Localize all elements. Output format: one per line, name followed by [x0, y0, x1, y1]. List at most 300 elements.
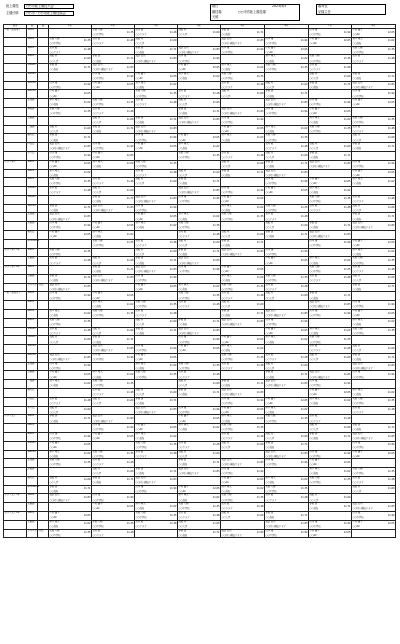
- athlete-team: ○○中学校: [309, 340, 321, 344]
- athlete-name: 伊藤 蓮: [221, 309, 230, 312]
- athlete-mark: 11.94: [300, 109, 308, 113]
- athlete-mark: 11.83: [300, 522, 308, 526]
- athlete-name: 佐藤 大輝: [49, 247, 60, 251]
- athlete-name: 山本 颯: [92, 142, 101, 146]
- athlete-team: ○○陸上競技クラブ: [221, 463, 242, 467]
- athlete-name: 鈴木 健: [221, 361, 230, 365]
- athlete-mark: 11.02: [300, 127, 308, 131]
- table-row: [4, 468, 396, 477]
- athlete-mark: 11.94: [300, 460, 308, 464]
- athlete-team: ○○大学: [265, 226, 275, 230]
- athlete-team: ○○陸上競技クラブ: [178, 50, 199, 54]
- athlete-mark: 12.05: [169, 425, 177, 429]
- placing-cell: [352, 432, 396, 441]
- placing-cell: [92, 37, 135, 46]
- athlete-mark: 12.05: [387, 311, 395, 315]
- athlete-name: 渡辺 悠真: [309, 300, 320, 304]
- athlete-team: ○○中学校: [49, 533, 61, 537]
- athlete-name: 渡辺 悠真: [178, 115, 189, 119]
- athlete-name: 伊藤 蓮: [221, 28, 230, 31]
- athlete-mark: 11.02: [212, 74, 220, 78]
- athlete-name: 渡辺 悠真: [309, 159, 320, 163]
- athlete-team: ○○クラブ: [49, 331, 61, 335]
- table-row: [4, 406, 396, 415]
- athlete-mark: 12.05: [343, 390, 351, 394]
- athlete-team: ○○高校: [49, 138, 59, 142]
- athlete-mark: 11.83: [169, 127, 177, 131]
- athlete-team: ○○クラブ: [352, 129, 364, 133]
- athlete-mark: 11.83: [343, 162, 351, 166]
- athlete-name: 佐藤 大輝: [352, 45, 363, 49]
- athlete-name: 中村 優斗: [309, 177, 320, 181]
- athlete-team: ○○大学: [135, 252, 145, 256]
- athlete-team: ○○AC: [309, 182, 317, 186]
- meta-box: [210, 4, 300, 21]
- athlete-team: ○○大学: [135, 41, 145, 45]
- athlete-team: ○○中学校: [92, 243, 104, 247]
- athlete-mark: 11.71: [83, 276, 91, 280]
- athlete-mark: 12.05: [300, 48, 308, 52]
- athlete-name: 田中 翔太: [309, 396, 320, 400]
- athlete-name: 高橋 陸: [309, 423, 318, 427]
- athlete-team: ○○大学: [309, 428, 319, 432]
- category-cell: [4, 230, 27, 239]
- athlete-team: ○○中学校: [178, 270, 190, 274]
- athlete-name: 伊藤 蓮: [135, 467, 144, 471]
- placing-cell: [352, 406, 396, 415]
- placing-cell: [49, 292, 92, 301]
- athlete-team: ○○中学校: [49, 85, 61, 89]
- athlete-mark: 11.35: [212, 504, 220, 508]
- athlete-team: ○○AC: [135, 358, 143, 362]
- placing-cell: [92, 72, 135, 81]
- athlete-team: ○○中学校: [265, 419, 277, 423]
- athlete-team: ○○クラブ: [309, 279, 321, 283]
- athlete-mark: 12.05: [343, 39, 351, 43]
- wind-cell: [38, 29, 49, 38]
- placing-cell: [221, 441, 265, 450]
- athlete-team: ○○陸上競技クラブ: [178, 261, 199, 265]
- athlete-team: ○○高校: [135, 472, 145, 476]
- placing-cell: [309, 310, 352, 319]
- athlete-name: 山本 颯: [221, 467, 230, 471]
- athlete-team: ○○大学: [92, 191, 102, 195]
- athlete-team: ○○高校: [49, 524, 59, 528]
- division-cell: 砲丸投: [27, 389, 38, 398]
- athlete-name: 鈴木 健: [178, 300, 187, 304]
- athlete-name: 伊藤 蓮: [352, 352, 361, 356]
- athlete-mark: 11.83: [169, 267, 177, 271]
- athlete-name: 田中 翔太: [178, 282, 189, 286]
- division-cell: 3000m: [27, 336, 38, 345]
- athlete-mark: 11.02: [169, 83, 177, 87]
- athlete-mark: 12.05: [300, 258, 308, 262]
- athlete-mark: 11.60: [169, 390, 177, 394]
- athlete-mark: 11.48: [83, 329, 91, 333]
- athlete-team: ○○陸上競技クラブ: [352, 366, 373, 370]
- athlete-mark: 11.35: [256, 285, 264, 289]
- placing-cell: [221, 169, 265, 178]
- athlete-mark: 11.83: [212, 118, 220, 122]
- athlete-name: 伊藤 蓮: [135, 45, 144, 49]
- athlete-team: ○○大学: [265, 156, 275, 160]
- athlete-team: ○○AC: [265, 402, 273, 405]
- athlete-team: ○○高校: [178, 182, 188, 186]
- athlete-team: ○○高校: [135, 226, 145, 230]
- athlete-mark: 11.60: [83, 56, 91, 60]
- placing-cell: [265, 151, 309, 160]
- athlete-team: ○○中学校: [265, 41, 277, 45]
- athlete-name: 鈴木 健: [265, 142, 274, 146]
- placing-cell: [352, 310, 396, 319]
- division-cell: 100mH: [27, 450, 38, 459]
- athlete-mark: 11.02: [300, 408, 308, 412]
- athlete-mark: 11.94: [83, 83, 91, 87]
- venue-value: ○○市営陸上競技場: [238, 10, 266, 14]
- division-cell: 走幅跳: [27, 257, 38, 266]
- athlete-name: 鈴木 健: [178, 229, 187, 233]
- division-cell: 100m: [27, 292, 38, 301]
- placing-cell: [309, 353, 352, 362]
- division-cell: 1500m: [27, 441, 38, 450]
- athlete-name: 田中 翔太: [221, 203, 232, 207]
- athlete-team: ○○クラブ: [221, 296, 233, 300]
- athlete-name: 山本 颯: [92, 71, 101, 75]
- category-cell: [4, 134, 27, 143]
- athlete-mark: 11.94: [126, 425, 134, 429]
- athlete-name: 田中 翔太: [178, 142, 189, 146]
- placing-cell: [221, 239, 265, 248]
- wind-cell: [38, 301, 49, 310]
- division-cell: 4×100mR: [27, 485, 38, 494]
- athlete-mark: 12.05: [126, 223, 134, 227]
- athlete-mark: 11.02: [83, 522, 91, 526]
- table-row: [4, 99, 396, 108]
- athlete-name: 田中 翔太: [309, 186, 320, 190]
- athlete-team: ○○中学校: [265, 68, 277, 72]
- athlete-team: ○○中学校: [92, 103, 104, 107]
- athlete-team: ○○中学校: [92, 498, 104, 502]
- athlete-team: ○○大学: [352, 208, 362, 212]
- category-cell: 中学生男子: [4, 160, 27, 169]
- placing-cell: [265, 459, 309, 468]
- athlete-name: 伊藤 蓮: [178, 458, 187, 462]
- athlete-team: ○○中学校: [221, 217, 233, 221]
- athlete-team: ○○クラブ: [352, 410, 364, 414]
- athlete-team: ○○中学校: [352, 375, 364, 379]
- athlete-mark: 11.60: [83, 408, 91, 412]
- athlete-name: 田中 翔太: [92, 229, 103, 233]
- athlete-mark: 11.94: [212, 197, 220, 201]
- placing-cell: [265, 37, 309, 46]
- athlete-mark: 11.02: [83, 452, 91, 456]
- athlete-team: ○○高校: [352, 428, 362, 432]
- division-cell: 200m: [27, 37, 38, 46]
- placing-cell: [309, 81, 352, 90]
- placing-cell: [309, 441, 352, 450]
- placing-cell: [178, 353, 221, 362]
- athlete-mark: 11.48: [387, 127, 395, 131]
- athlete-mark: 11.60: [343, 496, 351, 499]
- placing-cell: [352, 441, 396, 450]
- athlete-mark: 12.05: [126, 434, 134, 438]
- athlete-mark: 12.05: [83, 443, 91, 447]
- athlete-team: ○○大学: [352, 489, 362, 493]
- athlete-mark: 11.94: [212, 408, 220, 412]
- placing-cell: [265, 494, 309, 503]
- placing-cell: [309, 204, 352, 213]
- athlete-mark: 11.83: [300, 171, 308, 175]
- athlete-mark: 12.05: [256, 478, 264, 482]
- athlete-name: 渡辺 悠真: [221, 388, 232, 392]
- athlete-name: 山本 颯: [221, 115, 230, 119]
- athlete-team: ○○中学校: [309, 103, 321, 107]
- athlete-name: 鈴木 健: [178, 440, 187, 444]
- athlete-team: ○○AC: [178, 138, 186, 142]
- athlete-team: ○○大学: [49, 340, 59, 344]
- athlete-name: 山本 颯: [49, 361, 58, 365]
- placing-cell: [135, 195, 178, 204]
- athlete-mark: 12.05: [343, 531, 351, 535]
- athlete-team: ○○大学: [49, 410, 59, 414]
- placing-cell: [178, 520, 221, 529]
- division-cell: 走幅跳: [27, 222, 38, 231]
- athlete-name: 佐藤 大輝: [221, 282, 232, 286]
- placing-cell: [221, 230, 265, 239]
- athlete-mark: 11.48: [126, 39, 134, 43]
- placing-cell: [352, 108, 396, 117]
- athlete-team: ○○陸上競技クラブ: [135, 270, 156, 274]
- athlete-name: 佐藤 大輝: [92, 28, 103, 31]
- athlete-team: ○○高校: [221, 314, 231, 318]
- placing-cell: [135, 55, 178, 64]
- athlete-mark: 11.71: [343, 223, 351, 227]
- athlete-mark: 11.35: [256, 496, 264, 499]
- athlete-team: ○○高校: [135, 366, 145, 370]
- athlete-team: ○○AC: [352, 314, 360, 318]
- category-cell: [4, 169, 27, 178]
- athlete-team: ○○クラブ: [92, 393, 104, 397]
- athlete-mark: 11.35: [387, 258, 395, 262]
- athlete-team: ○○高校: [178, 252, 188, 256]
- wind-cell: [38, 134, 49, 143]
- athlete-mark: 12.05: [387, 30, 395, 34]
- athlete-name: 高橋 陸: [352, 133, 361, 137]
- athlete-mark: 11.35: [126, 311, 134, 315]
- athlete-team: ○○クラブ: [178, 94, 190, 98]
- category-cell: [4, 204, 27, 213]
- athlete-mark: 12.05: [126, 153, 134, 157]
- athlete-name: 鈴木 健: [265, 493, 274, 497]
- category-cell: [4, 64, 27, 73]
- athlete-mark: 11.48: [169, 100, 177, 104]
- athlete-mark: 12.05: [256, 267, 264, 271]
- athlete-name: 田中 翔太: [92, 159, 103, 163]
- placing-cell: [309, 529, 352, 538]
- athlete-mark: 11.94: [126, 355, 134, 359]
- athlete-name: 鈴木 健: [135, 168, 144, 172]
- athlete-name: 鈴木 健: [309, 203, 318, 207]
- athlete-team: ○○大学: [178, 33, 188, 37]
- athlete-mark: 11.94: [343, 30, 351, 34]
- athlete-mark: 11.83: [300, 381, 308, 385]
- athlete-team: ○○中学校: [92, 428, 104, 432]
- athlete-team: ○○中学校: [309, 59, 321, 63]
- placing-cell: [49, 230, 92, 239]
- division-cell: 400m: [27, 310, 38, 319]
- athlete-team: ○○高校: [221, 138, 231, 142]
- athlete-team: ○○クラブ: [221, 156, 233, 160]
- category-cell: [4, 195, 27, 204]
- wind-cell: [38, 151, 49, 160]
- athlete-mark: 11.60: [343, 355, 351, 359]
- division-cell: 砲丸投: [27, 230, 38, 239]
- placing-cell: [265, 415, 309, 424]
- athlete-mark: 11.48: [126, 179, 134, 183]
- athlete-name: 鈴木 健: [178, 89, 187, 93]
- athlete-name: 中村 優斗: [92, 80, 103, 84]
- athlete-mark: 11.60: [212, 522, 220, 526]
- table-row: [4, 160, 396, 169]
- athlete-mark: 12.05: [83, 373, 91, 377]
- athlete-name: 高橋 陸: [92, 467, 101, 471]
- athlete-team: ○○陸上競技クラブ: [178, 121, 199, 124]
- athlete-mark: 11.60: [256, 513, 264, 517]
- division-cell: 走幅跳: [27, 371, 38, 380]
- athlete-team: ○○陸上競技クラブ: [221, 41, 242, 45]
- athlete-name: 高橋 陸: [309, 142, 318, 146]
- athlete-mark: 11.48: [256, 364, 264, 368]
- athlete-team: ○○陸上競技クラブ: [309, 375, 330, 379]
- placing-cell: [352, 520, 396, 529]
- athlete-mark: 11.83: [343, 232, 351, 236]
- athlete-mark: 11.48: [300, 285, 308, 289]
- athlete-team: ○○高校: [221, 208, 231, 212]
- athlete-mark: 11.48: [256, 434, 264, 438]
- placing-cell: [49, 29, 92, 38]
- athlete-team: ○○中学校: [49, 463, 61, 467]
- category-cell: [4, 389, 27, 398]
- athlete-name: 田中 翔太: [309, 467, 320, 471]
- athlete-mark: 11.83: [387, 223, 395, 227]
- athlete-mark: 11.83: [256, 250, 264, 254]
- placing-cell: [352, 353, 396, 362]
- athlete-mark: 11.83: [169, 197, 177, 201]
- wind-cell: [38, 371, 49, 380]
- athlete-mark: 11.83: [126, 65, 134, 69]
- table-row: [4, 371, 396, 380]
- athlete-mark: 11.35: [387, 399, 395, 403]
- tournament-label: 陸上競技: [6, 4, 19, 8]
- placing-cell: [49, 459, 92, 468]
- athlete-team: ○○高校: [178, 393, 188, 397]
- athlete-mark: 11.48: [126, 109, 134, 113]
- athlete-mark: 11.71: [83, 487, 91, 491]
- athlete-team: ○○高校: [92, 481, 102, 485]
- athlete-mark: 12.05: [387, 452, 395, 456]
- athlete-mark: 11.94: [169, 346, 177, 350]
- division-cell: 1500m: [27, 187, 38, 196]
- placing-cell: [92, 160, 135, 169]
- athlete-name: 山本 颯: [352, 440, 361, 444]
- athlete-mark: 11.35: [300, 65, 308, 69]
- table-row: [4, 143, 396, 152]
- athlete-name: 高橋 陸: [309, 493, 318, 497]
- athlete-mark: 11.83: [212, 258, 220, 262]
- athlete-mark: 11.48: [256, 83, 264, 87]
- category-cell: [4, 143, 27, 152]
- table-row: [4, 213, 396, 222]
- athlete-mark: 11.83: [256, 320, 264, 324]
- athlete-team: ○○陸上競技クラブ: [92, 279, 113, 283]
- wind-cell: [38, 415, 49, 424]
- officials-box: [316, 4, 386, 15]
- wind-cell: [38, 468, 49, 477]
- athlete-mark: 11.02: [343, 329, 351, 333]
- table-row: [4, 459, 396, 468]
- athlete-name: 山本 颯: [309, 309, 318, 312]
- division-cell: 3000m: [27, 195, 38, 204]
- athlete-team: ○○AC: [352, 173, 360, 177]
- placing-cell: [135, 389, 178, 398]
- athlete-mark: 11.60: [212, 381, 220, 385]
- placing-cell: [178, 432, 221, 441]
- athlete-name: 山本 颯: [49, 80, 58, 84]
- athlete-name: 渡辺 悠真: [265, 98, 276, 102]
- athlete-mark: 11.71: [126, 267, 134, 271]
- athlete-mark: 11.94: [300, 179, 308, 183]
- athlete-mark: 11.48: [256, 294, 264, 298]
- table-row: [4, 353, 396, 362]
- athlete-team: ○○AC: [92, 85, 100, 89]
- athlete-mark: 11.71: [300, 162, 308, 166]
- athlete-name: 高橋 陸: [221, 159, 230, 163]
- athlete-team: ○○クラブ: [49, 50, 61, 54]
- athlete-mark: 11.94: [300, 39, 308, 43]
- athlete-name: 渡辺 悠真: [49, 493, 60, 497]
- category-cell: [4, 239, 27, 248]
- athlete-team: ○○クラブ: [92, 112, 104, 116]
- placing-cell: [92, 476, 135, 485]
- athlete-mark: 11.60: [126, 399, 134, 403]
- athlete-team: ○○大学: [352, 349, 362, 353]
- athlete-name: 山本 颯: [352, 300, 361, 304]
- athlete-name: 田中 翔太: [49, 309, 60, 312]
- athlete-name: 鈴木 健: [135, 449, 144, 453]
- placing-cell: [49, 476, 92, 485]
- placing-cell: [135, 116, 178, 125]
- athlete-mark: 11.94: [212, 56, 220, 60]
- venue-label: 競技場: [212, 10, 222, 14]
- placing-cell: [221, 46, 265, 55]
- athlete-team: ○○高校: [352, 358, 362, 362]
- athlete-name: 佐藤 大輝: [92, 449, 103, 453]
- athlete-name: 佐藤 大輝: [309, 335, 320, 339]
- placing-cell: [309, 108, 352, 117]
- athlete-name: 伊藤 蓮: [49, 203, 58, 207]
- athlete-team: ○○クラブ: [265, 217, 277, 221]
- athlete-name: 高橋 陸: [92, 326, 101, 330]
- athlete-team: ○○大学: [309, 358, 319, 362]
- athlete-name: 鈴木 健: [135, 238, 144, 242]
- athlete-name: 伊藤 蓮: [265, 159, 274, 163]
- division-cell: 200m: [27, 424, 38, 433]
- placing-cell: [49, 187, 92, 196]
- placing-cell: [352, 143, 396, 152]
- athlete-name: 鈴木 健: [135, 28, 144, 31]
- category-cell: [4, 178, 27, 187]
- athlete-name: 鈴木 健: [135, 98, 144, 102]
